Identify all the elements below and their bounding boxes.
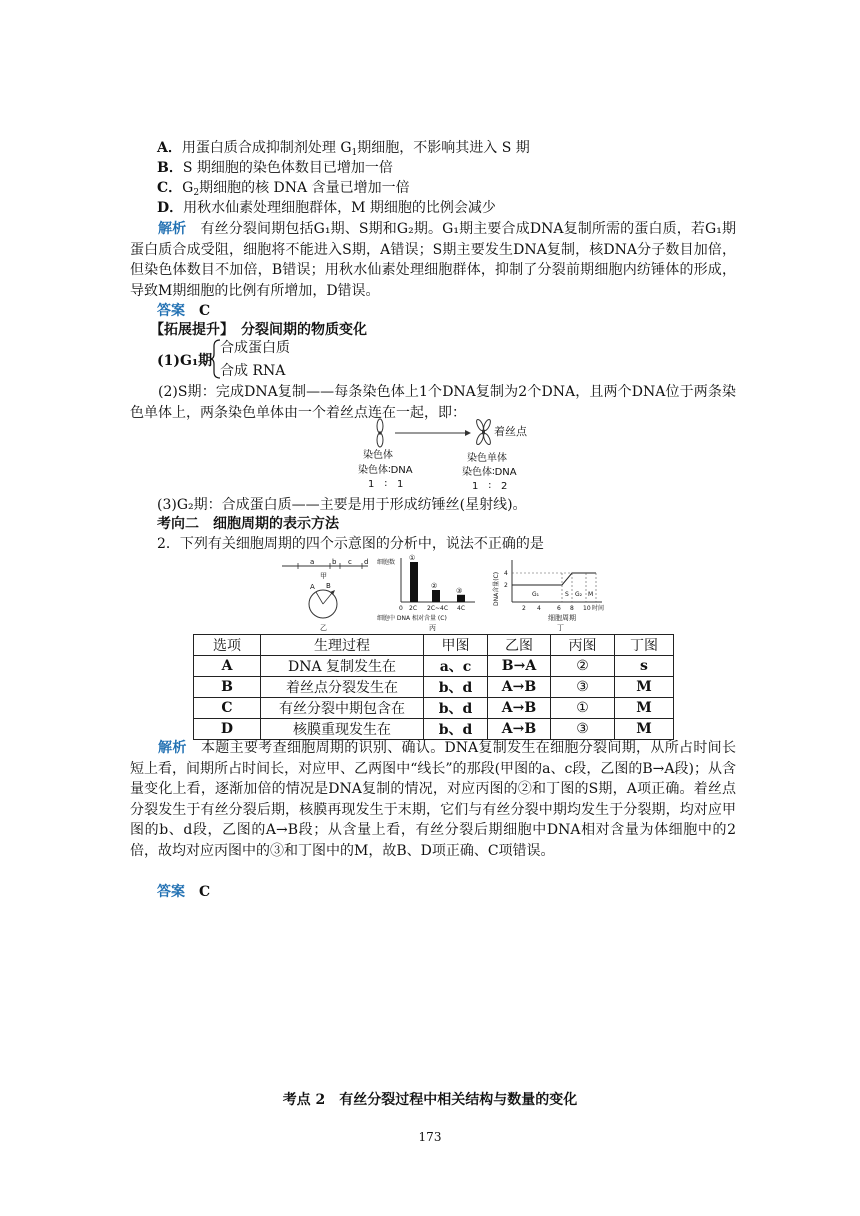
analysis-paragraph-1: 解析 有丝分裂间期包括G₁期、S期和G₂期。G₁期主要合成DNA复制所需的蛋白质，若G₁期蛋白质合成受阻，细胞将不能进入S期，A错误；S期主要发生DNA复制，核DNA分子数目加倍，但染色体数目不加倍，B错误；用秋水仙素处理细胞群体，抑制了分裂前期细胞内纺锤体的形成，导致M期细胞的比例有所增加，D错误。 xyxy=(130,221,737,299)
table-row: C 有丝分裂中期包含在 b、d A→B ① M xyxy=(194,698,674,719)
bing-bar xyxy=(457,595,465,602)
ratio-left: 1 ∶ 1 xyxy=(368,479,404,490)
svg-text:a: a xyxy=(310,558,315,566)
chromatid-label: 染色单体 xyxy=(467,453,507,464)
g2-text: (3)G₂期：合成蛋白质——主要是用于形成纺锤丝(星射线)。 xyxy=(157,497,527,513)
diagram-yi xyxy=(309,582,337,632)
section-heading: 考点 2 有丝分裂过程中相关结构与数量的变化 xyxy=(282,1092,578,1108)
analysis-label: 解析 xyxy=(158,221,187,237)
g1-item-rna: 合成 RNA xyxy=(220,363,286,379)
g1-item-protein: 合成蛋白质 xyxy=(220,340,290,356)
chromosome-icon xyxy=(377,419,383,447)
direction-2-heading: 考向二 细胞周期的表示方法 xyxy=(157,516,339,532)
table-header-cell: 丁图 xyxy=(615,635,674,656)
arrow-head-icon xyxy=(465,430,471,436)
svg-text:B: B xyxy=(326,582,331,590)
diagram-ding xyxy=(490,556,610,636)
svg-text:c: c xyxy=(348,558,352,566)
chromosome-replication-figure xyxy=(355,418,535,490)
ding-dna-line xyxy=(512,573,596,585)
svg-text:G₁: G₁ xyxy=(532,591,540,598)
sister-chromatid-icon xyxy=(475,419,492,446)
page-number: 173 xyxy=(418,1130,442,1144)
bing-bar xyxy=(410,562,418,602)
svg-text:8: 8 xyxy=(570,605,574,612)
ding-xlabel: 细胞周期 xyxy=(548,614,576,622)
question-2: 2．下列有关细胞周期的四个示意图的分析中，说法不正确的是 xyxy=(157,536,544,552)
svg-text:d: d xyxy=(364,558,369,566)
ratio-right: 1 ∶ 2 xyxy=(472,481,508,490)
option-a: A．用蛋白质合成抑制剂处理 $G_1$期细胞，不影响其进入 S 期 xyxy=(157,140,530,158)
svg-text:6: 6 xyxy=(557,605,561,612)
ding-xunit: 时间 xyxy=(592,605,605,612)
bing-tick-1: 2C xyxy=(409,605,418,612)
svg-text:10: 10 xyxy=(583,605,591,612)
analysis-paragraph-2: 解析 本题主要考查细胞周期的识别、确认。DNA复制发生在细胞分裂间期，从所占时间长短上看，间期所占时间长，对应甲、乙两图中“线长”的那段(甲图的a、c段，乙图的B→A段)；从含量变化上看，逐渐加倍的情况是DNA复制的情况，对应丙图的②和丁图的S期，A项正确。着丝点分裂发生于有丝分裂后期，核膜再现发生于末期，它们与有丝分裂中期均发生于分裂期，均对应甲图的b、d段，乙图的A→B段；从含量上看，有丝分裂后期细胞中DNA相对含量为体细胞中的2倍，故均对应丙图中的③和丁图中的M，故B、D项正确、C项错误。 xyxy=(130,740,736,859)
bing-tick-3: 4C xyxy=(457,605,466,612)
s-phase-text: (2)S期：完成DNA复制——每条染色体上1个DNA复制为2个DNA，且两个DNA位于两条染色单体上，两条染色单体由一个着丝点连在一起，即： xyxy=(130,384,736,421)
option-c: C．$G_2$期细胞的核 DNA 含量已增加一倍 xyxy=(157,180,410,198)
table-header-cell: 丙图 xyxy=(551,635,615,656)
bing-xlabel: 细胞中 DNA 相对含量 (C) xyxy=(377,615,447,622)
yi-name: 乙 xyxy=(320,624,327,632)
table-row: A DNA 复制发生在 a、c B→A ② s xyxy=(194,656,674,677)
table-header-cell: 乙图 xyxy=(488,635,551,656)
option-b: B．S 期细胞的染色体数目已增加一倍 xyxy=(157,160,393,176)
jia-name: 甲 xyxy=(320,572,327,580)
chromosome-label: 染色体 xyxy=(363,450,393,461)
centromere-label: 着丝点 xyxy=(494,425,527,438)
bing-tick-0: 0 xyxy=(399,605,403,612)
bing-bar xyxy=(432,590,440,602)
expand-title: 【拓展提升】 分裂间期的物质变化 xyxy=(150,322,367,338)
table-header-cell: 生理过程 xyxy=(261,635,424,656)
ding-name: 丁 xyxy=(557,624,564,632)
table-header-cell: 选项 xyxy=(194,635,261,656)
analysis-label: 解析 xyxy=(158,740,187,756)
bing-name: 丙 xyxy=(429,624,436,632)
g1-label: (1)G₁期 xyxy=(157,353,213,369)
ding-ylabel: DNA含量(C) xyxy=(493,571,500,606)
ratio-label-right: 染色体∶DNA xyxy=(462,467,517,478)
diagram-bing xyxy=(375,552,485,636)
svg-text:S: S xyxy=(565,591,569,598)
bing-bar-marker: ② xyxy=(431,582,438,590)
svg-text:M: M xyxy=(588,591,594,598)
svg-text:G₂: G₂ xyxy=(575,591,583,598)
table-row: B 着丝点分裂发生在 b、d A→B ③ M xyxy=(194,677,674,698)
answer-2: 答案 C xyxy=(157,884,211,900)
diagram-jia xyxy=(282,558,368,580)
option-d: D．用秋水仙素处理细胞群体，M 期细胞的比例会减少 xyxy=(157,200,496,216)
bing-ylabel: 细胞数 xyxy=(377,559,396,566)
bing-tick-2: 2C~4C xyxy=(427,605,449,612)
svg-text:2: 2 xyxy=(522,605,526,612)
options-table xyxy=(193,634,674,740)
table-row: D 核膜重现发生在 b、d A→B ③ M xyxy=(194,719,674,740)
table-header-cell: 甲图 xyxy=(424,635,488,656)
table-header-row xyxy=(194,635,674,656)
bing-bar-marker: ① xyxy=(409,554,416,562)
bing-bar-marker: ③ xyxy=(456,586,463,595)
svg-text:2: 2 xyxy=(504,582,508,589)
svg-text:4: 4 xyxy=(504,570,508,577)
diagram-jia-yi xyxy=(280,556,372,636)
svg-text:b: b xyxy=(332,558,337,566)
answer-1: 答案 C xyxy=(157,303,211,319)
svg-text:4: 4 xyxy=(537,605,541,612)
svg-text:A: A xyxy=(310,583,315,591)
ratio-label-left: 染色体∶DNA xyxy=(358,465,413,476)
